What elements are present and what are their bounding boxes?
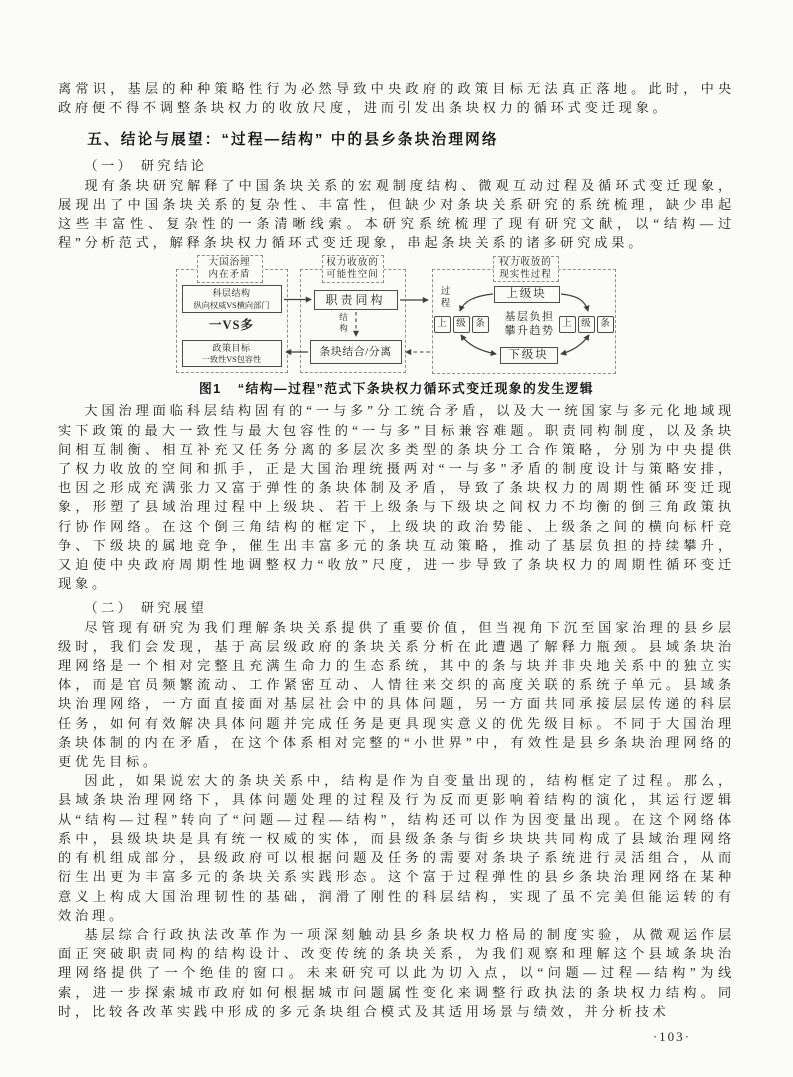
middle-panel-title-line1: 权力收放的 [326,257,379,268]
middle-panel-title-line2: 可能性空间 [326,270,379,281]
left-panel-title [197,255,263,283]
right-panel-title-line1: 权力收放的 [499,257,552,268]
right-panel-title-line2: 现实性过程 [499,270,552,281]
page-number: ·103· [652,1028,691,1044]
lower-block-box: 下级块 [500,347,558,364]
right-panel-title [493,256,559,282]
process-label [439,286,453,310]
process-label-char2: 程 [440,299,451,310]
hierarchy-structure-box [182,285,282,313]
subsection-heading-conclusion: （一） 研究结论 [84,158,208,174]
left-chain-box-3: 条 [472,316,489,333]
upper-block-box: 上级块 [494,286,560,303]
burden-trend-note [498,310,562,338]
burden-trend-line2: 攀升趋势 [504,325,555,338]
section-heading: 五、结论与展望：“过程—结构” 中的县乡条块治理网络 [87,132,499,149]
policy-goal-line2: 一致性VS包容性 [201,355,262,365]
right-chain-box-3: 条 [597,316,614,333]
left-chain-box-1: 上 [434,316,451,333]
combine-separate-box: 条块结合/分离 [310,340,402,364]
paragraph-conclusion-2: 大国治理面临科层结构固有的“一与多”分工统合矛盾，以及大一统国家与多元化地域现实下政策的最大一致性与最大包容性的“一与多”目标兼容难题。职责同构制度，以及条块间相互制衡、相互补充又任务分离的多层次多类型的条块分工合作策略，分别为中央提供了权力收放的空间和抓手，正是大国治理统摄两对“一与多”矛盾的制度设计与策略安排，也因之形成充满张力又富于弹性的条块体制及矛盾，导致了条块权力的周期性循环变迁现象，形塑了县域治理过程中上级块、若干上级条与下级块之间权力不均衡的倒三角政策执行协作网络。在这个倒三角结构的框定下，上级块的政治势能、上级条之间的横向标杆竞争、下级块的属地竞争，催生出丰富多元的条块互动策略，推动了基层负担的持续攀升，又迫使中央政府周期性地调整权力“收放”尺度，进一步导致了条块权力的周期性循环变迁现象。 [58,403,735,592]
figure-caption [58,381,735,396]
left-chain-box-2: 级 [453,316,470,333]
one-vs-many-label: 一VS多 [209,318,254,333]
figure-1 [58,254,735,396]
duty-isomorphism-box: 职责同构 [314,290,398,310]
subsection-heading-outlook: （二） 研究展望 [84,600,208,616]
figure-caption-text: “结构—过程”范式下条块权力循环式变迁现象的发生逻辑 [237,381,595,397]
policy-goal-box [182,340,282,367]
burden-trend-line1: 基层负担 [504,311,555,324]
left-panel-title-line2: 内在矛盾 [208,270,251,281]
paragraph-outlook-1: 尽管现有研究为我们理解条块关系提供了重要价值，但当视角下沉至国家治理的县乡层级时，我们会发现，基于高层级政府的条块关系分析在此遭遇了解释力瓶颈。县域条块治理网络是一个相对完整且充满生命力的生态系统，其中的条与块并非央地关系中的独立实体，而是官员频繁流动、工作紧密互动、人情往来交织的高度关联的系统子单元。县域条块治理网络，一方面直接面对基层社会中的具体问题，另一方面共同承接层层传递的科层任务，如何有效解决具体问题并完成任务是更具现实意义的优先级目标。不同于大国治理条块体制的内在矛盾，在这个体系相对完整的“小世界”中，有效性是县乡条块治理网络的更优先目标。 [58,619,735,770]
left-panel-title-line1: 大国治理 [208,257,251,268]
continued-paragraph: 离常识，基层的种种策略性行为必然导致中央政府的政策目标无法真正落地。此时，中央政府便不得不调整条块权力的收放尺度，进而引发出条块权力的循环式变迁现象。 [58,81,735,116]
figure-1-diagram [172,254,622,374]
hierarchy-structure-line1: 科层结构 [212,288,251,299]
process-label-char1: 过 [440,287,451,298]
right-chain-box-2: 级 [578,316,595,333]
policy-goal-line1: 政策目标 [212,342,251,353]
structure-label-char1: 结 [339,312,348,323]
paragraph-outlook-2: 因此，如果说宏大的条块关系中，结构是作为自变量出现的，结构框定了过程。那么，县域条块治理网络下，具体问题处理的过程及行为反而更影响着结构的演化，其运行逻辑从“结构—过程”转向了“问题—过程—结构”，结构还可以作为因变量出现。在这个网络体系中，县级块块是具有统一权威的实体，而县级条条与街乡块块共同构成了县域治理网络的有机组成部分，县级政府可以根据问题及任务的需要对条块子系统进行灵活组合，从而衍生出更为丰富多元的条块关系实践形态。这个富于过程弹性的县乡条块治理网络在某种意义上构成大国治理韧性的基础，润滑了刚性的科层结构，实现了虽不完美但能运转的有效治理。 [58,773,735,923]
hierarchy-structure-line2: 纵向权威VS横向部门 [193,300,270,310]
middle-panel-title [322,255,384,283]
figure-caption-label: 图1 [198,381,222,397]
right-chain-box-1: 上 [559,316,576,333]
paragraph-outlook-3: 基层综合行政执法改革作为一项深刻触动县乡条块权力格局的制度实验，从微观运作层面正突破职责同构的结构设计、改变传统的条块关系，为我们观察和理解这个县域条块治理网络提供了一个绝佳的窗口。未来研究可以此为切入点，以“问题—过程—结构”为线索，进一步探索城市政府如何根据城市问题属性变化来调整行政执法的条块权力结构。同时，比较各改革实践中形成的多元条块组合模式及其适用场景与绩效，并分析技术 [58,926,735,1019]
paragraph-conclusion-1: 现有条块研究解释了中国条块关系的宏观制度结构、微观互动过程及循环式变迁现象，展现出了中国条块关系的复杂性、丰富性，但缺少对条块关系研究的系统梳理，缺少串起这些丰富性、复杂性的一条清晰线索。本研究系统梳理了现有研究文献，以“结构—过程”分析范式，解释条块权力循环式变迁现象，串起条块关系的诸多研究成果。 [58,177,735,251]
structure-label-char2: 构 [339,323,348,334]
structure-arrow-label [337,312,351,334]
